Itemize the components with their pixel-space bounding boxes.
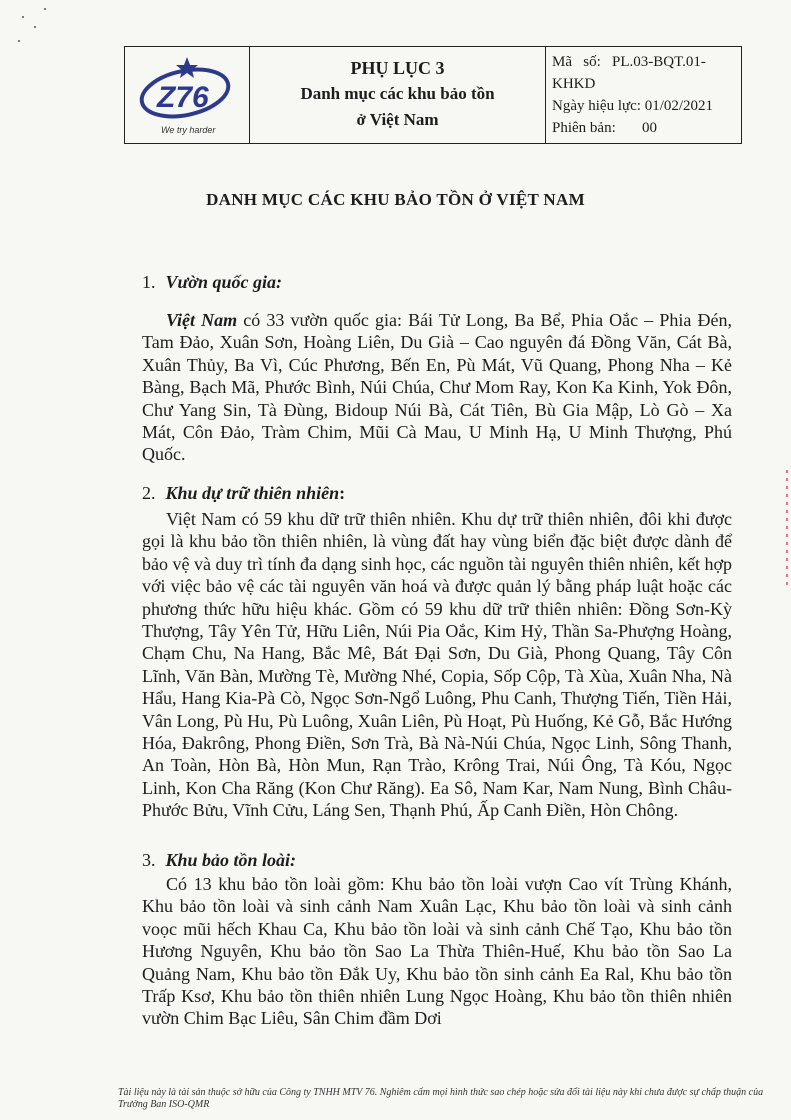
section-2-heading — [142, 483, 345, 504]
section-2-body: Việt Nam có 59 khu dữ trữ thiên nhiên. Khu dự trữ thiên nhiên, đôi khi được gọi là khu bảo tồn thiên nhiên, là vùng đất hay vùng biển đặc biệt được dành để bảo vệ và duy trì tính đa dạng sinh học, các nguồn tài nguyên thiên nhiên, kết hợp với việc bảo vệ các tài nguyên văn hoá và được quản lý bằng pháp luật hoặc các phương thức hữu hiệu khác. Gồm có 59 khu dữ trữ thiên nhiên: Đồng Sơn-Kỳ Thượng, Tây Yên Tử, Hữu Liên, Núi Pia Oắc, Kim Hỷ, Thần Sa-Phượng Hoàng, Chạm Chu, Na Hang, Bắc Mê, Bát Đại Sơn, Du Già, Phong Quang, Tây Côn Lĩnh, Văn Bàn, Mường Tè, Mường Nhé, Copia, Sốp Cộp, Tà Xùa, Xuân Nha, Nà Hẩu, Hang Kia-Pà Cò, Ngọc Sơn-Ngổ Luông, Phu Canh, Thượng Tiến, Tiền Hải, Vân Long, Pù Hu, Pù Luông, Xuân Liên, Pù Hoạt, Pù Huống, Kẻ Gỗ, Bắc Hướng Hóa, Đakrông, Phong Điền, Sơn Trà, Bà Nà-Núi Chúa, Ngọc Linh, Sông Thanh, An Toàn, Hòn Bà, Hòn Mun, Rạn Trào, Krông Trai, Núi Ông, Tà Kóu, Ngọc Linh, Kon Cha Răng (Kon Chư Răng). Ea Sô, Nam Kar, Nam Nung, Bình Châu-Phước Bửu, Vĩnh Cửu, Láng Sen, Thạnh Phú, Ấp Canh Điền, Hòn Chông. — [142, 509, 732, 821]
company-logo — [125, 47, 250, 143]
section-3-body: Có 13 khu bảo tồn loài gồm: Khu bảo tồn loài vượn Cao vít Trùng Khánh, Khu bảo tồn loài và sinh cảnh Nam Xuân Lạc, Khu bảo tồn loài và sinh cảnh voọc mũi hếch Khau Ca, Khu bảo tồn loài và sinh cảnh Chế Tạo, Khu bảo tồn Hương Nguyên, Khu bảo tồn Sao La Thừa Thiên-Huế, Khu bảo tồn Sao La Quảng Nam, Khu bảo tồn Đắk Uy, Khu bảo tồn sinh cảnh Ea Ral, Khu bảo tồn Trấp Ksơ, Khu bảo tồn thiên nhiên Lung Ngọc Hoàng, Khu bảo tồn thiên nhiên vườn Chim Bạc Liêu, Sân Chim đầm Dơi — [142, 874, 732, 1029]
section-title: Vườn quốc gia: — [165, 272, 282, 292]
appendix-title — [250, 47, 546, 143]
document-code-cont: KHKD — [552, 76, 596, 92]
footer-notice: Tài liệu này là tài sản thuộc sở hữu của Công ty TNHH MTV 76. Nghiêm cấm mọi hình thức sao chép hoặc sửa đổi tài liệu này khi chưa được sự chấp thuận của Trưởng Ban ISO-QMR — [118, 1087, 764, 1110]
logo-text: Z76 — [157, 81, 209, 114]
section-title: Khu dự trữ thiên nhiên — [165, 483, 340, 503]
section-title: Khu bảo tồn loài: — [165, 850, 297, 870]
section-number: 1. — [142, 272, 156, 292]
version: Phiên bản: 00 — [552, 120, 657, 136]
stamp-edge-mark — [785, 470, 789, 590]
lead-text: Việt Nam — [166, 310, 238, 330]
section-number: 3. — [142, 850, 156, 870]
document-code: Mã số: PL.03-BQT.01- — [552, 54, 706, 70]
section-title-suffix: : — [339, 483, 346, 503]
section-1-heading — [142, 272, 282, 293]
document-meta — [546, 47, 741, 143]
document-title: DANH MỤC CÁC KHU BẢO TỒN Ở VIỆT NAM — [206, 190, 585, 209]
body-text: có 33 vườn quốc gia: Bái Tử Long, Ba Bể, Phia Oắc – Phia Đén, Tam Đảo, Xuân Sơn, Hoàng Liên, Du Già – Cao nguyên đá Đồng Văn, Cát Bà, Xuân Thủy, Ba Vì, Cúc Phương, Bến En, Pù Mát, Vũ Quang, Phong Nha – Kẻ Bàng, Bạch Mã, Phước Bình, Núi Chúa, Chư Mom Ray, Kon Ka Kinh, Yok Đôn, Chư Yang Sin, Tà Đùng, Bidoup Núi Bà, Cát Tiên, Bù Gia Mập, Lò Gò – Xa Mát, Côn Đảo, Tràm Chim, Mũi Cà Mau, U Minh Hạ, U Minh Thượng, Phú Quốc. — [142, 310, 732, 465]
logo-slogan: We try harder — [161, 125, 216, 135]
section-1-body — [142, 309, 732, 466]
appendix-number: PHỤ LỤC 3 — [350, 58, 445, 78]
section-number: 2. — [142, 483, 156, 503]
section-3-heading — [142, 850, 296, 871]
z76-logo-icon — [135, 51, 239, 127]
effective-date: Ngày hiệu lực: 01/02/2021 — [552, 98, 714, 114]
appendix-name-line1: Danh mục các khu bảo tồn — [300, 84, 495, 103]
appendix-name-line2: ở Việt Nam — [356, 110, 439, 129]
document-header — [124, 46, 742, 144]
